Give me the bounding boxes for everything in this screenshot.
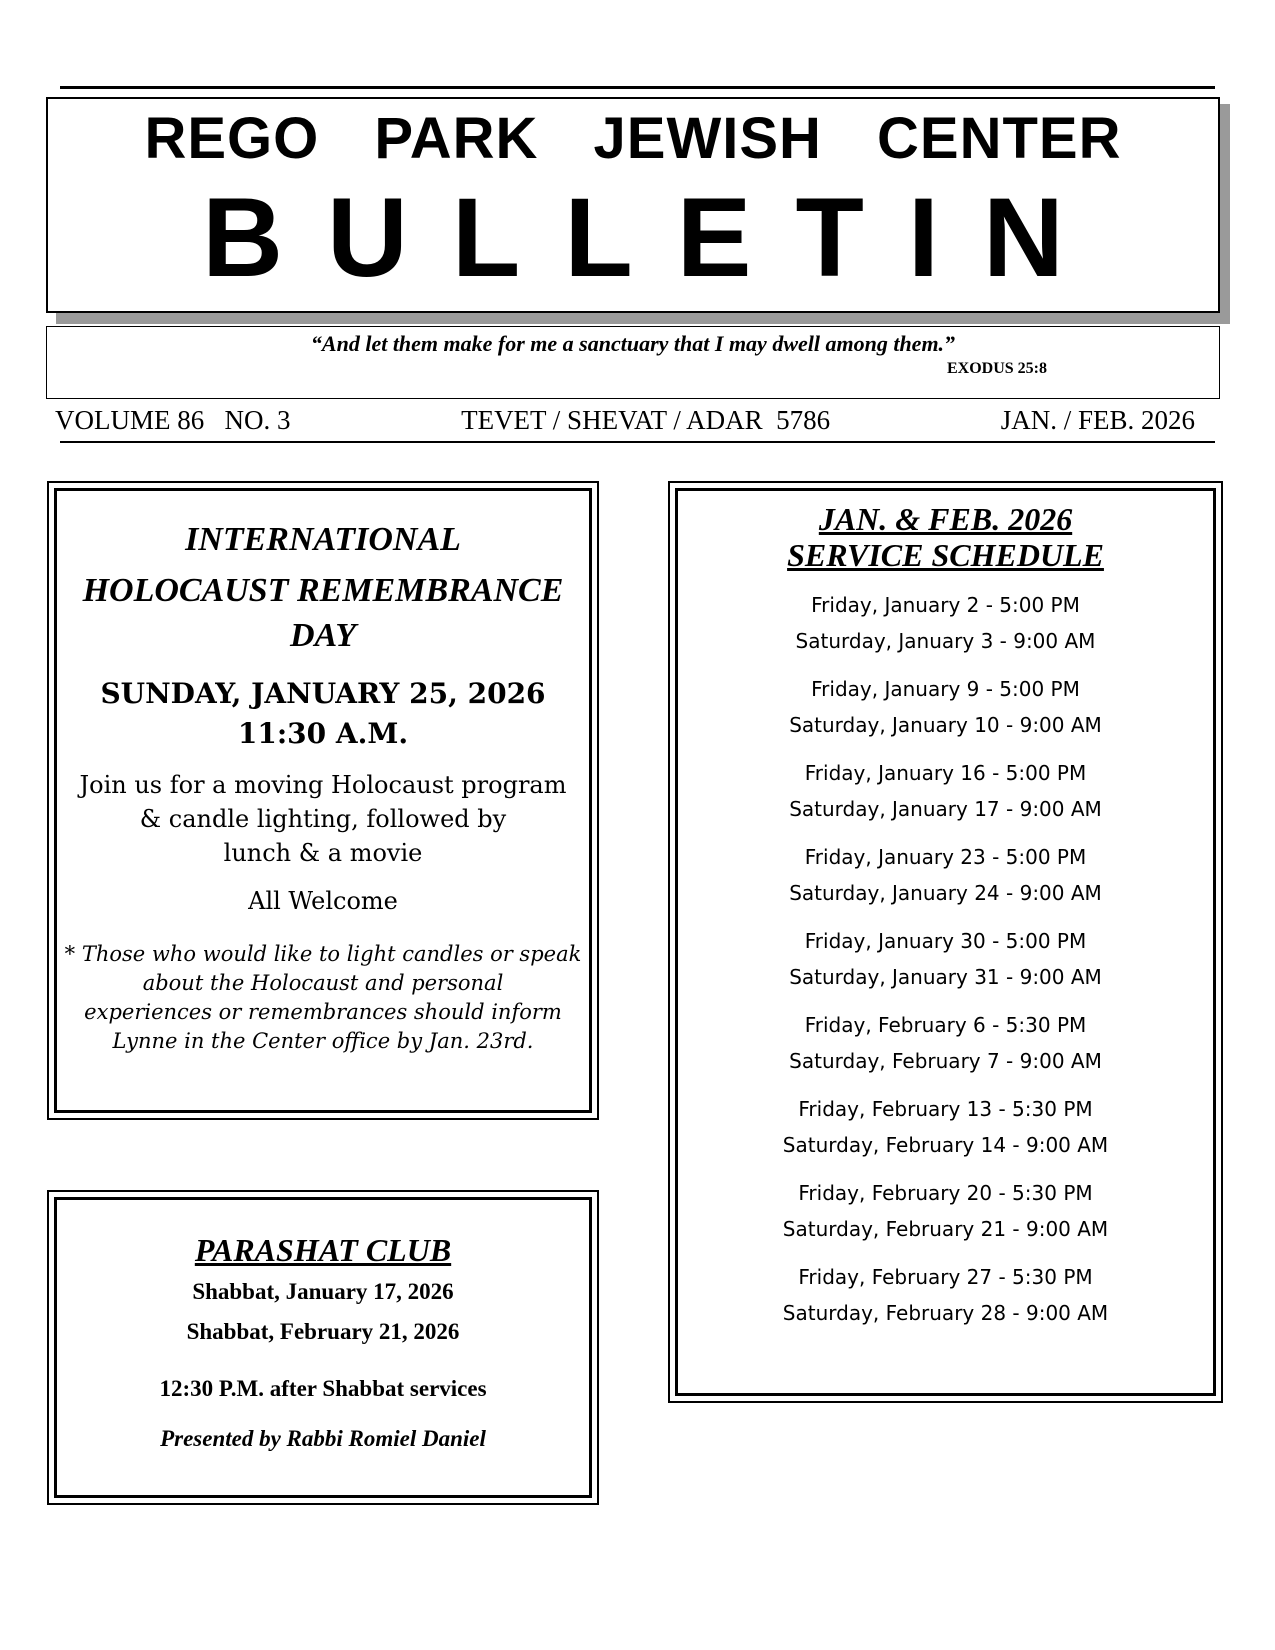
schedule-week [678,755,1213,827]
schedule-list [678,587,1213,1331]
parashat-club-box [47,1190,599,1505]
holocaust-description-line: & candle lighting, followed by [139,805,507,833]
schedule-friday-entry: Friday, January 23 - 5:00 PM [804,845,1087,869]
schedule-title [678,501,1213,573]
schedule-title-line: SERVICE SCHEDULE [787,537,1104,573]
service-schedule-box [668,481,1223,1403]
holocaust-note-line: Lynne in the Center office by Jan. 23rd. [112,1029,534,1053]
hebrew-months: TEVET / SHEVAT / ADAR 5786 [461,404,831,435]
holocaust-description [61,768,585,870]
schedule-saturday-entry: Saturday, February 14 - 9:00 AM [782,1133,1109,1157]
holocaust-remembrance-box [47,481,599,1120]
schedule-week [678,1175,1213,1247]
quote-source: EXODUS 25:8 [946,360,1047,377]
parashat-presenter: Presented by Rabbi Romiel Daniel [160,1426,486,1451]
issue-rule [60,441,1215,443]
schedule-friday-entry: Friday, January 2 - 5:00 PM [811,593,1080,617]
holocaust-title [61,517,585,658]
masthead [46,97,1220,313]
holocaust-title-line: INTERNATIONAL [185,521,461,558]
holocaust-note-line: * Those who would like to light candles or speak [64,942,582,966]
org-name: REGO PARK JEWISH CENTER [144,106,1122,171]
holocaust-time: 11:30 A.M. [237,717,409,750]
parashat-title: PARASHAT CLUB [194,1232,452,1268]
schedule-friday-entry: Friday, January 30 - 5:00 PM [804,929,1087,953]
holocaust-note-line: experiences or remembrances should inform [84,1000,562,1024]
schedule-friday-entry: Friday, January 16 - 5:00 PM [804,761,1087,785]
holocaust-title-line: DAY [289,617,357,654]
schedule-week [678,587,1213,659]
schedule-friday-entry: Friday, February 13 - 5:30 PM [798,1097,1093,1121]
bulletin-title: BULLETIN [202,175,1108,300]
schedule-title-line: JAN. & FEB. 2026 [818,501,1073,537]
holocaust-datetime [61,674,585,754]
schedule-saturday-entry: Saturday, January 17 - 9:00 AM [789,797,1102,821]
scripture-quote: “And let them make for me a sanctuary that I may dwell among them.” [310,331,956,356]
parashat-date: Shabbat, January 17, 2026 [192,1279,454,1304]
holocaust-description-line: Join us for a moving Holocaust program [79,771,567,799]
holocaust-title-line: HOLOCAUST REMEMBRANCE [82,572,564,609]
schedule-friday-entry: Friday, January 9 - 5:00 PM [811,677,1080,701]
holocaust-welcome: All Welcome [248,887,398,915]
schedule-week [678,1007,1213,1079]
schedule-week [678,839,1213,911]
parashat-time: 12:30 P.M. after Shabbat services [159,1376,487,1401]
holocaust-date: SUNDAY, JANUARY 25, 2026 [100,677,546,710]
volume-number: VOLUME 86 NO. 3 [55,404,291,435]
schedule-saturday-entry: Saturday, January 10 - 9:00 AM [789,713,1102,737]
top-rule [60,86,1215,89]
schedule-week [678,671,1213,743]
schedule-week [678,1259,1213,1331]
schedule-saturday-entry: Saturday, February 21 - 9:00 AM [782,1217,1109,1241]
schedule-saturday-entry: Saturday, January 24 - 9:00 AM [789,881,1102,905]
schedule-week [678,923,1213,995]
schedule-saturday-entry: Saturday, January 3 - 9:00 AM [795,629,1096,653]
quote-box [46,326,1220,399]
schedule-week [678,1091,1213,1163]
schedule-saturday-entry: Saturday, January 31 - 9:00 AM [789,965,1102,989]
schedule-friday-entry: Friday, February 27 - 5:30 PM [798,1265,1093,1289]
issue-months: JAN. / FEB. 2026 [1000,404,1195,435]
holocaust-note-line: about the Holocaust and personal [142,971,504,995]
holocaust-description-line: lunch & a movie [223,839,423,867]
holocaust-note [61,940,585,1056]
schedule-saturday-entry: Saturday, February 28 - 9:00 AM [782,1301,1109,1325]
parashat-dates [59,1272,587,1352]
issue-line [55,405,1195,435]
parashat-date: Shabbat, February 21, 2026 [186,1319,460,1344]
schedule-saturday-entry: Saturday, February 7 - 9:00 AM [789,1049,1102,1073]
schedule-friday-entry: Friday, February 20 - 5:30 PM [798,1181,1093,1205]
schedule-friday-entry: Friday, February 6 - 5:30 PM [804,1013,1087,1037]
